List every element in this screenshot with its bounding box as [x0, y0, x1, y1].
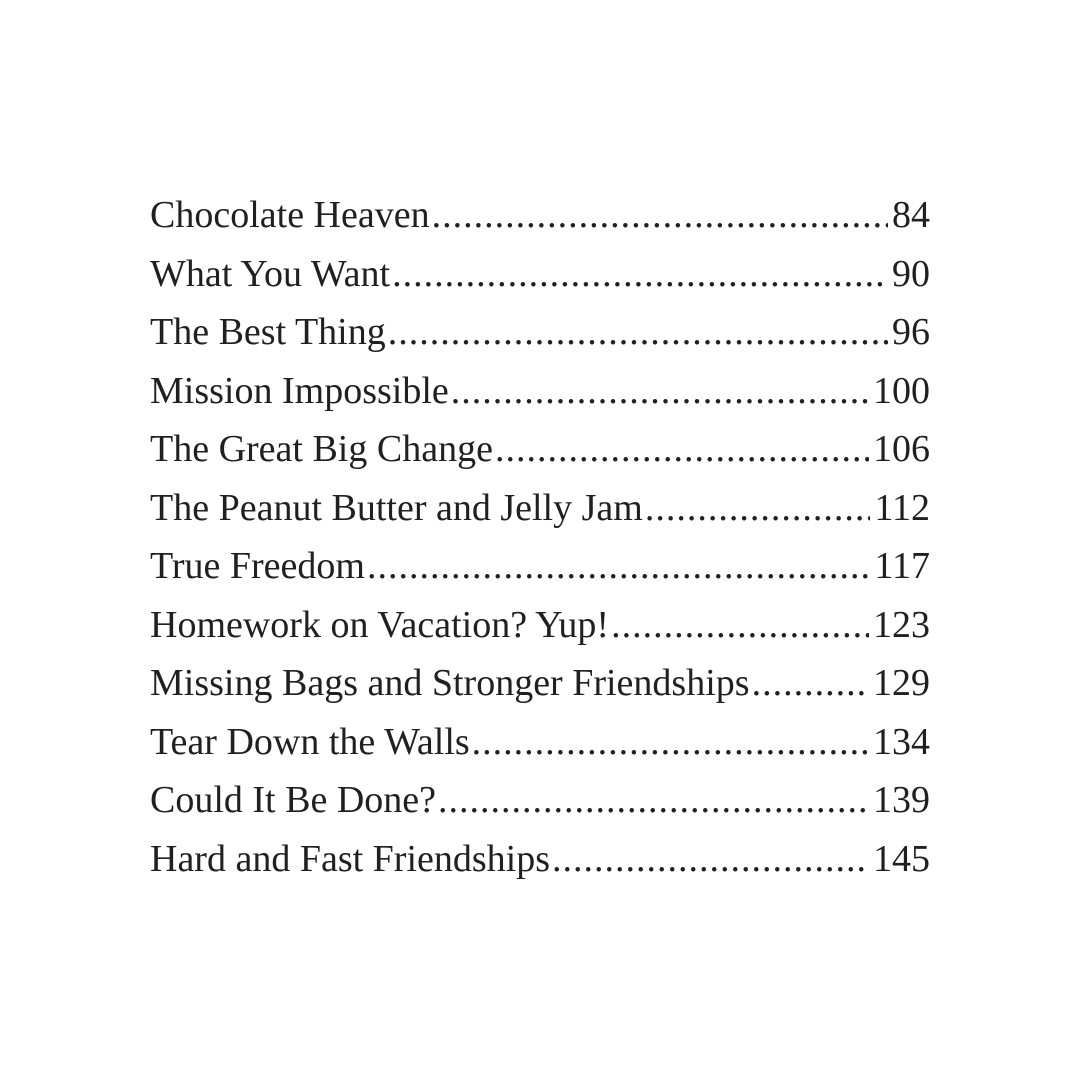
- toc-entry-page: 100: [873, 369, 930, 412]
- toc-dot-leader: [392, 245, 888, 304]
- toc-entry-page: 112: [874, 486, 930, 529]
- toc-entry: [150, 537, 930, 596]
- toc-entry-title: Hard and Fast Friendships: [150, 837, 551, 880]
- toc-dot-leader: [611, 596, 869, 655]
- toc-entry-title: The Peanut Butter and Jelly Jam: [150, 486, 643, 529]
- toc-dot-leader: [451, 362, 869, 421]
- toc-entry-page: 96: [892, 311, 930, 353]
- toc-entry-page: 123: [873, 603, 930, 646]
- toc-entry: [150, 713, 930, 772]
- toc-entry-page: 84: [892, 194, 930, 236]
- toc-entry-title: Tear Down the Walls: [150, 720, 470, 763]
- toc-entry-page: 106: [873, 428, 930, 470]
- toc-dot-leader: [645, 479, 871, 538]
- toc-entry-page: 90: [892, 252, 930, 295]
- toc-entry: [150, 596, 930, 655]
- toc-entry-title: Homework on Vacation? Yup!: [150, 603, 610, 646]
- toc-dot-leader: [752, 654, 869, 713]
- toc-entry: [150, 771, 930, 830]
- toc-entry-title: True Freedom: [150, 545, 365, 587]
- toc-dot-leader: [432, 186, 888, 245]
- toc-entry-title: The Best Thing: [150, 311, 386, 353]
- toc-entry-page: 129: [873, 662, 930, 704]
- toc-entry: [150, 654, 930, 713]
- table-of-contents: [150, 186, 930, 888]
- toc-entry-page: 139: [873, 779, 930, 821]
- toc-entry-page: 117: [874, 545, 930, 587]
- toc-dot-leader: [388, 303, 888, 362]
- toc-entry: [150, 830, 930, 889]
- toc-entry-page: 145: [873, 837, 930, 880]
- toc-entry: [150, 303, 930, 362]
- toc-entry-title: Could It Be Done?: [150, 779, 437, 821]
- toc-entry: [150, 245, 930, 304]
- toc-entry-title: The Great Big Change: [150, 428, 493, 470]
- toc-entry: [150, 479, 930, 538]
- toc-entry: [150, 420, 930, 479]
- toc-entry-title: What You Want: [150, 252, 391, 295]
- toc-entry-title: Missing Bags and Stronger Friendships: [150, 662, 750, 704]
- toc-entry-title: Mission Impossible: [150, 369, 449, 412]
- toc-dot-leader: [472, 713, 869, 772]
- toc-entry-title: Chocolate Heaven: [150, 194, 430, 236]
- toc-dot-leader: [552, 830, 869, 889]
- toc-entry: [150, 362, 930, 421]
- toc-entry-page: 134: [873, 720, 930, 763]
- toc-dot-leader: [495, 420, 869, 479]
- toc-dot-leader: [367, 537, 870, 596]
- toc-entry: [150, 186, 930, 245]
- toc-dot-leader: [438, 771, 869, 830]
